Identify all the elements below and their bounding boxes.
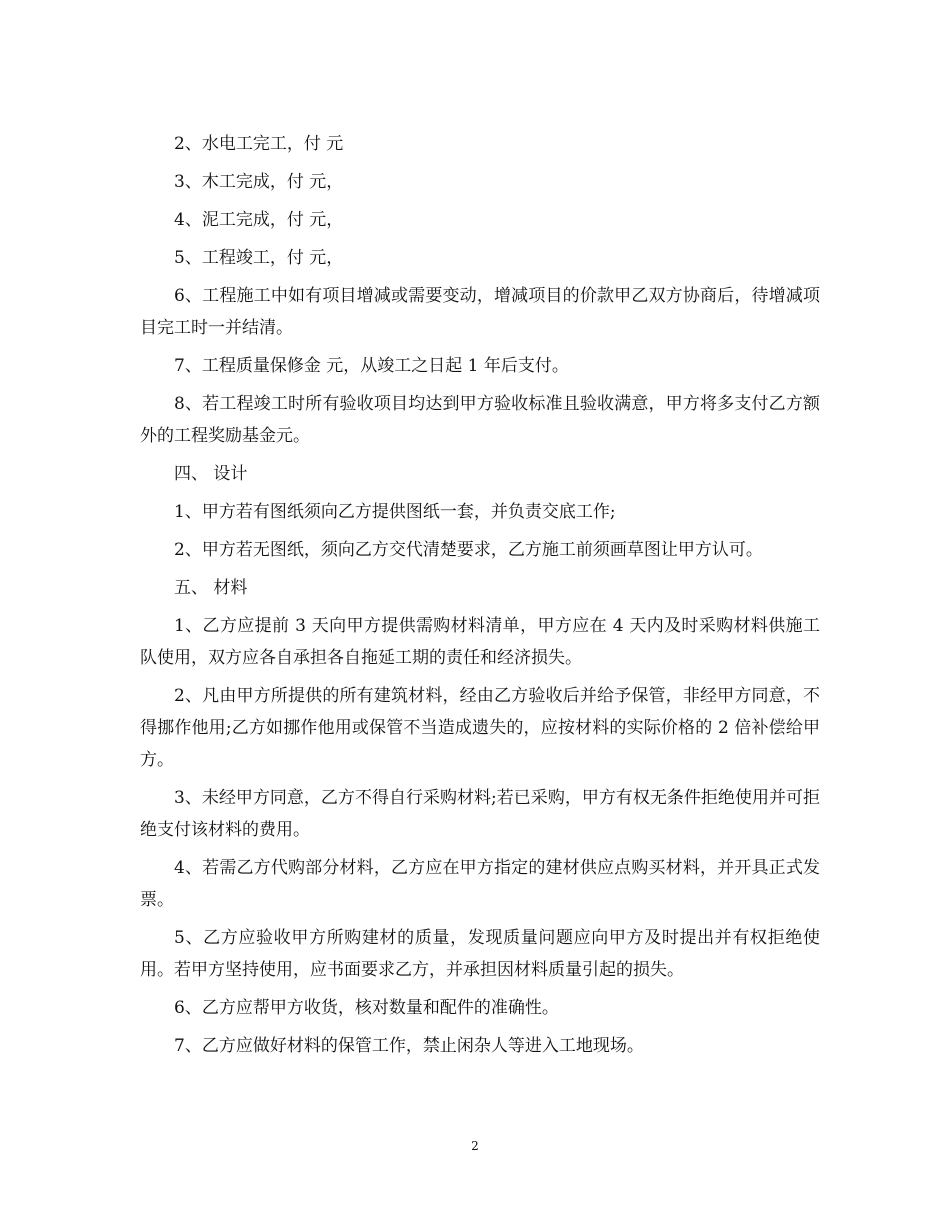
page-number: 2 xyxy=(471,1139,479,1153)
paragraph-design-no-drawings: 2、甲方若无图纸，须向乙方交代清楚要求，乙方施工前须画草图让甲方认可。 xyxy=(174,540,763,560)
paragraph-materials-quality-check: 5、乙方应验收甲方所购建材的质量，发现质量问题应向甲方及时提出并有权拒绝使用。若甲方坚持使用，应书面要求乙方，并承担因材料质量引起的损失。 xyxy=(140,928,820,980)
paragraph-materials-agent-purchase: 4、若需乙方代购部分材料，乙方应在甲方指定的建材供应点购买材料，并开具正式发票。 xyxy=(140,858,820,910)
paragraph-materials-list: 1、乙方应提前 3 天向甲方提供需购材料清单，甲方应在 4 天内及时采购材料供施工队使用，双方应各自承担各自拖延工期的责任和经济损失。 xyxy=(140,616,820,668)
paragraph-bonus-fund: 8、若工程竣工时所有验收项目均达到甲方验收标准且验收满意，甲方将多支付乙方额外的工程奖励基金元。 xyxy=(140,394,820,446)
paragraph-materials-receiving: 6、乙方应帮甲方收货，核对数量和配件的准确性。 xyxy=(174,998,559,1018)
paragraph-payment-plumbing-electrical: 2、水电工完工，付 元 xyxy=(174,134,344,154)
paragraph-project-changes: 6、工程施工中如有项目增减或需要变动，增减项目的价款甲乙双方协商后，待增减项目完工时一并结清。 xyxy=(140,286,820,338)
paragraph-payment-carpentry: 3、木工完成，付 元， xyxy=(174,172,344,192)
paragraph-materials-storage: 7、乙方应做好材料的保管工作，禁止闲杂人等进入工地现场。 xyxy=(174,1036,644,1056)
paragraph-warranty-deposit: 7、工程质量保修金 元，从竣工之日起 1 年后支付。 xyxy=(174,356,569,376)
section-heading-materials: 五、 材料 xyxy=(174,578,248,598)
paragraph-payment-completion: 5、工程竣工，付 元， xyxy=(174,248,344,268)
section-heading-design: 四、 设计 xyxy=(174,464,248,484)
document-body xyxy=(140,128,820,1068)
paragraph-materials-purchase-consent: 3、未经甲方同意，乙方不得自行采购材料;若已采购，甲方有权无条件拒绝使用并可拒绝支付该材料的费用。 xyxy=(140,788,820,840)
paragraph-materials-custody: 2、凡由甲方所提供的所有建筑材料，经由乙方验收后并给予保管，非经甲方同意，不得挪作他用;乙方如挪作他用或保管不当造成遗失的，应按材料的实际价格的 2 倍补偿给甲方。 xyxy=(140,686,820,770)
paragraph-payment-masonry: 4、泥工完成，付 元， xyxy=(174,210,344,230)
paragraph-design-drawings: 1、甲方若有图纸须向乙方提供图纸一套，并负责交底工作; xyxy=(174,502,616,522)
